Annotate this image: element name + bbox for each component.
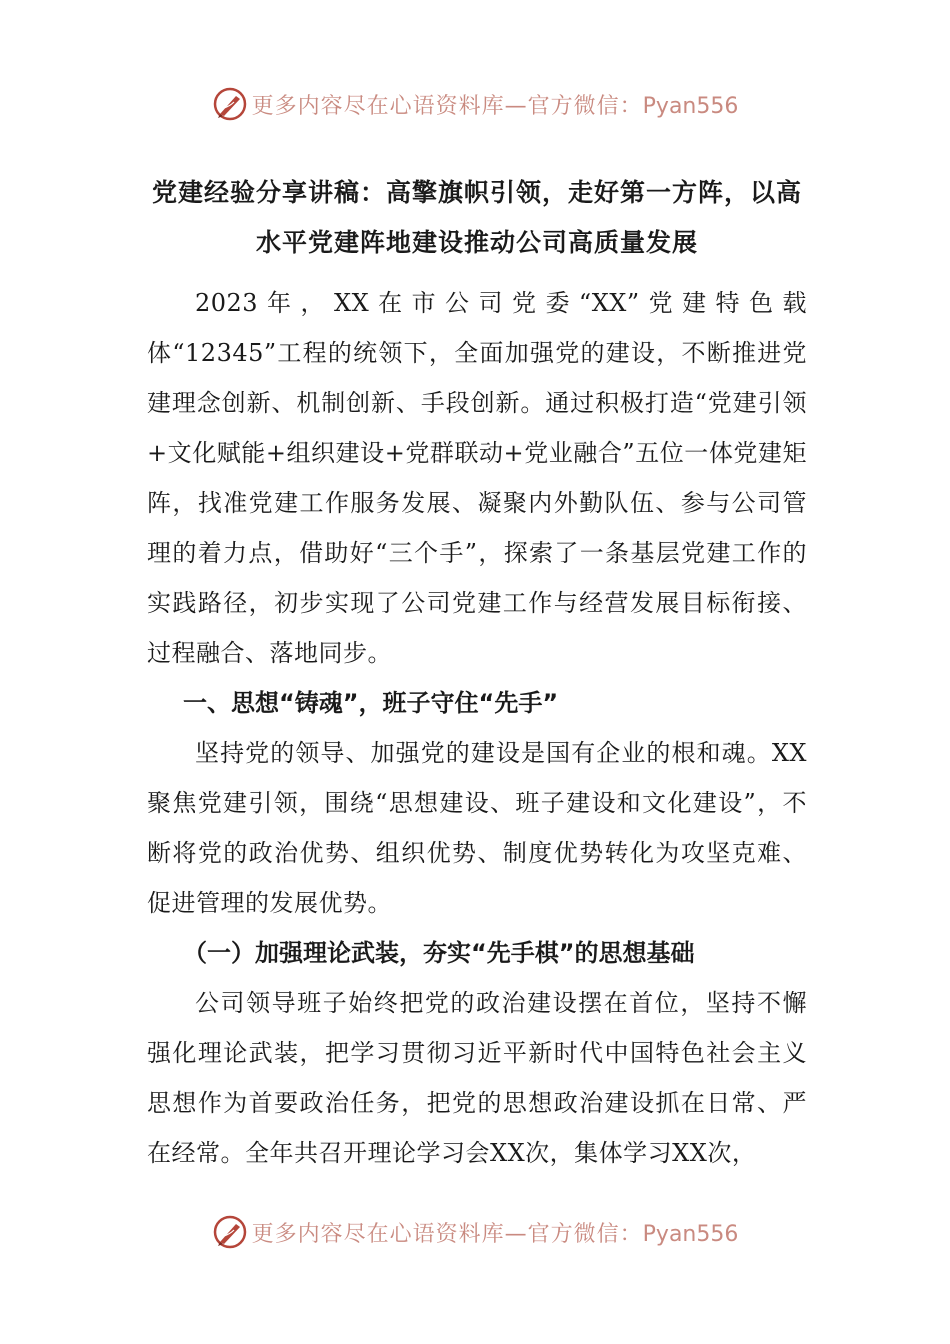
watermark-text — [252, 89, 739, 120]
section-1-heading: 一、思想“铸魂”，班子守住“先手” — [183, 689, 559, 717]
subsection-1-paragraph: 公司领导班子始终把党的政治建设摆在首位，坚持不懈强化理论武装，把学习贯彻习近平新时代中国特色社会主义思想作为首要政治任务，把党的思想政治建设抓在日常、严在经常。全年共召开理论学习会XX次，集体学习XX次， — [147, 989, 807, 1167]
watermark-dash: — — [504, 1221, 528, 1247]
watermark-site: 更多内容尽在心语资料库 — [251, 93, 505, 119]
watermark-wechat-label: 官方微信： — [527, 93, 643, 119]
document-title — [147, 168, 807, 268]
watermark-site: 更多内容尽在心语资料库 — [251, 1221, 505, 1247]
title-line-2: 水平党建阵地建设推动公司高质量发展 — [255, 228, 698, 257]
watermark-wechat-label: 官方微信： — [527, 1221, 643, 1247]
intro-paragraph: 2023年，XX在市公司党委“XX”党建特色载体“12345”工程的统领下，全面加强党的建设，不断推进党建理念创新、机制创新、手段创新。通过积极打造“党建引领+文化赋能+组织建设+党群联动+党业融合”五位一体党建矩阵，找准党建工作服务发展、凝聚内外勤队伍、参与公司管理的着力点，借助好“三个手”，探索了一条基层党建工作的实践路径，初步实现了公司党建工作与经营发展目标衔接、过程融合、落地同步。 — [147, 289, 807, 667]
document-body — [147, 168, 807, 1178]
pen-logo-icon — [212, 86, 248, 122]
watermark-text — [252, 1217, 739, 1248]
subsection-1-heading: （一）加强理论武装，夯实“先手棋”的思想基础 — [183, 939, 695, 967]
pen-logo-icon — [212, 1214, 248, 1250]
watermark-footer — [0, 1212, 950, 1252]
watermark-dash: — — [504, 93, 528, 119]
section-1-paragraph: 坚持党的领导、加强党的建设是国有企业的根和魂。XX聚焦党建引领，围绕“思想建设、班子建设和文化建设”，不断将党的政治优势、组织优势、制度优势转化为攻坚克难、促进管理的发展优势。 — [147, 739, 807, 917]
watermark-wechat-id: Pyan556 — [642, 93, 739, 119]
watermark-header — [0, 84, 950, 124]
title-line-1: 党建经验分享讲稿：高擎旗帜引领，走好第一方阵，以高 — [151, 178, 802, 207]
watermark-wechat-id: Pyan556 — [642, 1221, 739, 1247]
